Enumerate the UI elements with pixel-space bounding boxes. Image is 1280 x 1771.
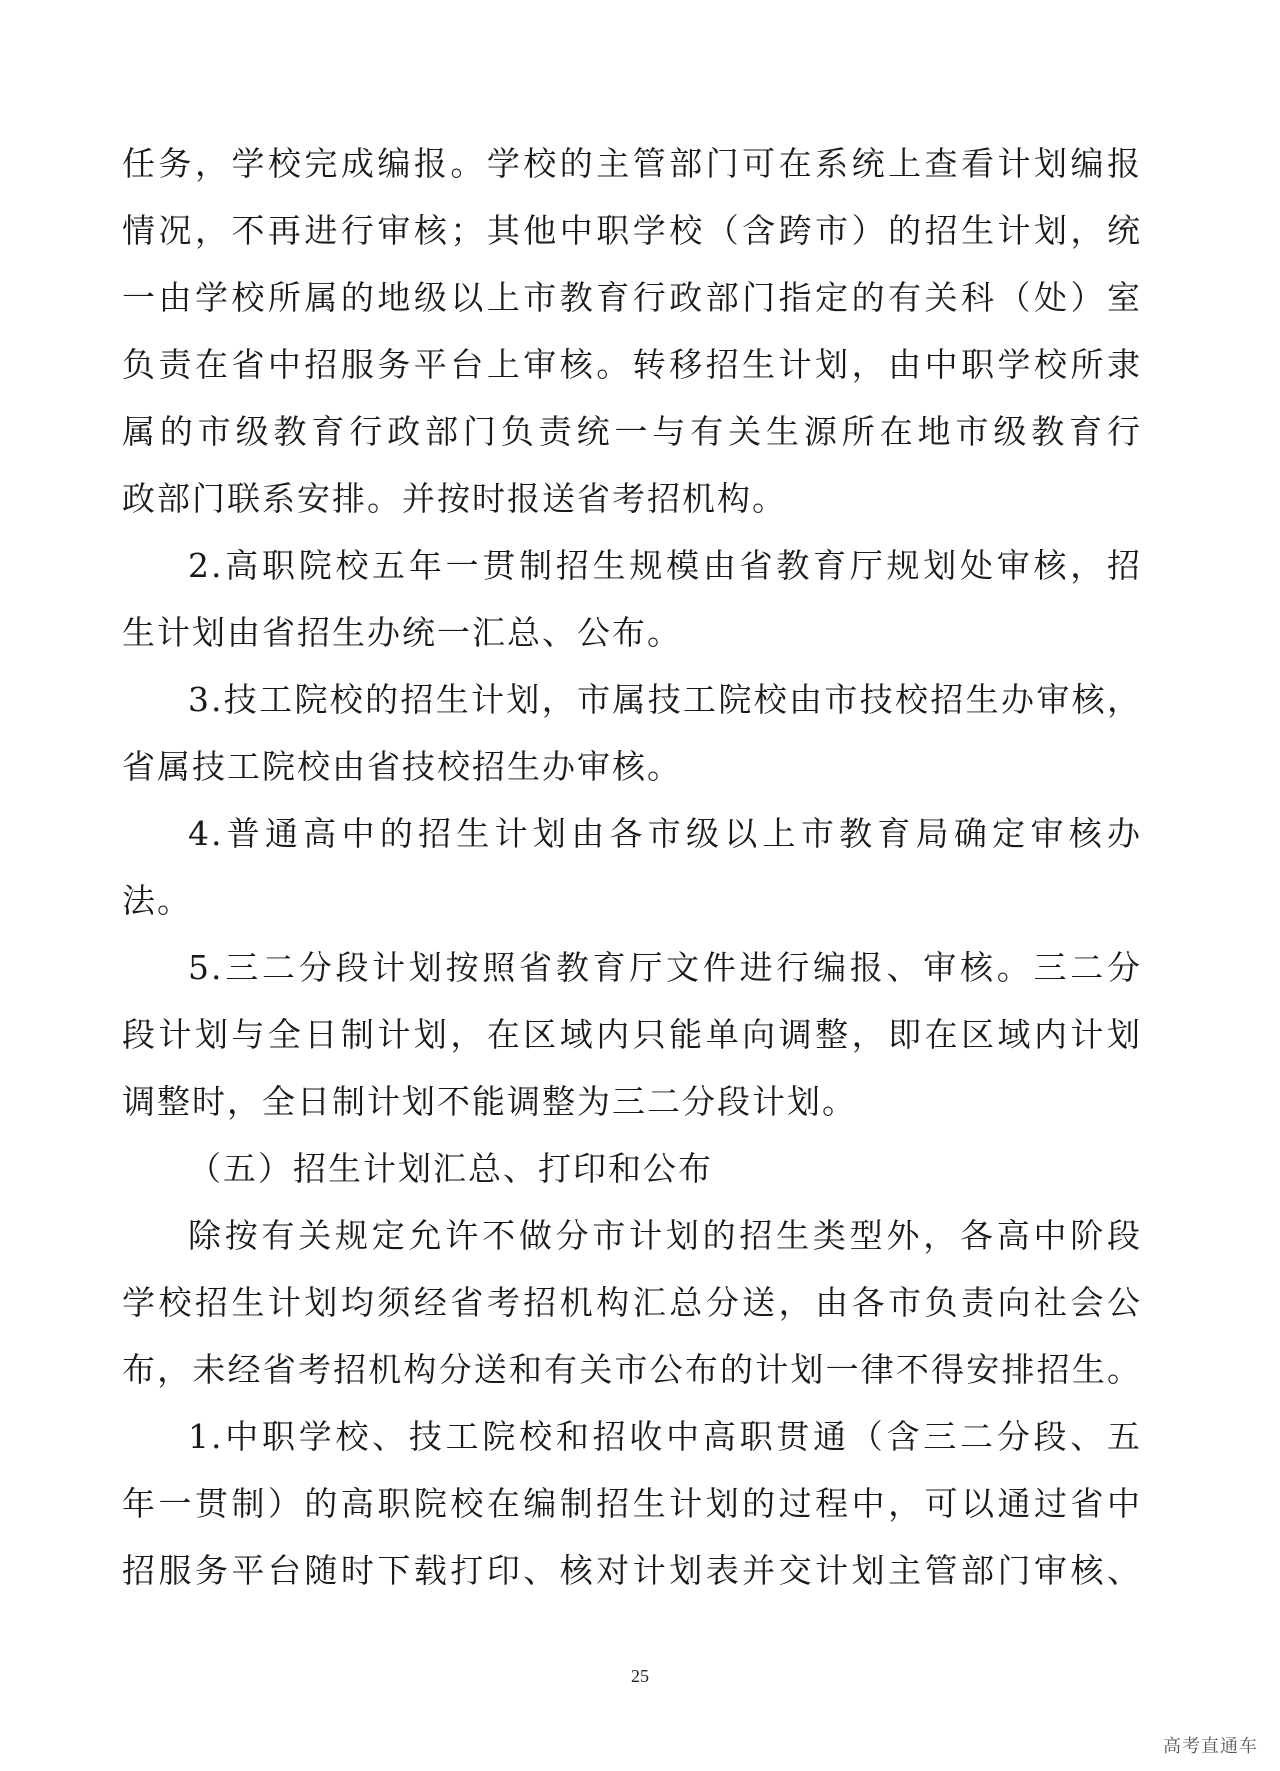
text-line: 1.中职学校、技工院校和招收中高职贯通（含三二分段、五 (188, 1417, 1142, 1456)
text-line: 负责在省中招服务平台上审核。转移招生计划，由中职学校所隶 (122, 345, 1142, 384)
text-line: 省属技工院校由省技校招生办审核。 (122, 747, 682, 786)
text-line: 政部门联系安排。并按时报送省考招机构。 (122, 479, 787, 518)
text-line: 调整时，全日制计划不能调整为三二分段计划。 (122, 1082, 857, 1121)
text-line: 布，未经省考招机构分送和有关市公布的计划一律不得安排招生。 (122, 1350, 1142, 1389)
text-line: （五）招生计划汇总、打印和公布 (188, 1149, 713, 1188)
text-line: 任务，学校完成编报。学校的主管部门可在系统上查看计划编报 (122, 144, 1142, 183)
text-line: 生计划由省招生办统一汇总、公布。 (122, 613, 682, 652)
text-line: 3.技工院校的招生计划，市属技工院校由市技校招生办审核， (188, 680, 1142, 719)
text-line: 除按有关规定允许不做分市计划的招生类型外，各高中阶段 (188, 1216, 1142, 1255)
text-line: 属的市级教育行政部门负责统一与有关生源所在地市级教育行 (122, 412, 1142, 451)
text-line: 4.普通高中的招生计划由各市级以上市教育局确定审核办 (188, 814, 1142, 853)
text-line: 年一贯制）的高职院校在编制招生计划的过程中，可以通过省中 (122, 1484, 1142, 1523)
text-line: 段计划与全日制计划，在区域内只能单向调整，即在区域内计划 (122, 1015, 1142, 1054)
text-line: 一由学校所属的地级以上市教育行政部门指定的有关科（处）室 (122, 278, 1142, 317)
page-number: 25 (631, 1666, 649, 1686)
text-line: 2.高职院校五年一贯制招生规模由省教育厅规划处审核，招 (188, 546, 1142, 585)
document-body (122, 130, 1142, 1604)
text-line: 学校招生计划均须经省考招机构汇总分送，由各市负责向社会公 (122, 1283, 1142, 1322)
text-line: 5.三二分段计划按照省教育厅文件进行编报、审核。三二分 (188, 948, 1142, 987)
watermark-label: 高考直通车 (1163, 1736, 1258, 1757)
text-line: 法。 (122, 881, 192, 920)
text-line: 招服务平台随时下载打印、核对计划表并交计划主管部门审核、 (122, 1551, 1142, 1590)
text-line: 情况，不再进行审核；其他中职学校（含跨市）的招生计划，统 (122, 211, 1142, 250)
